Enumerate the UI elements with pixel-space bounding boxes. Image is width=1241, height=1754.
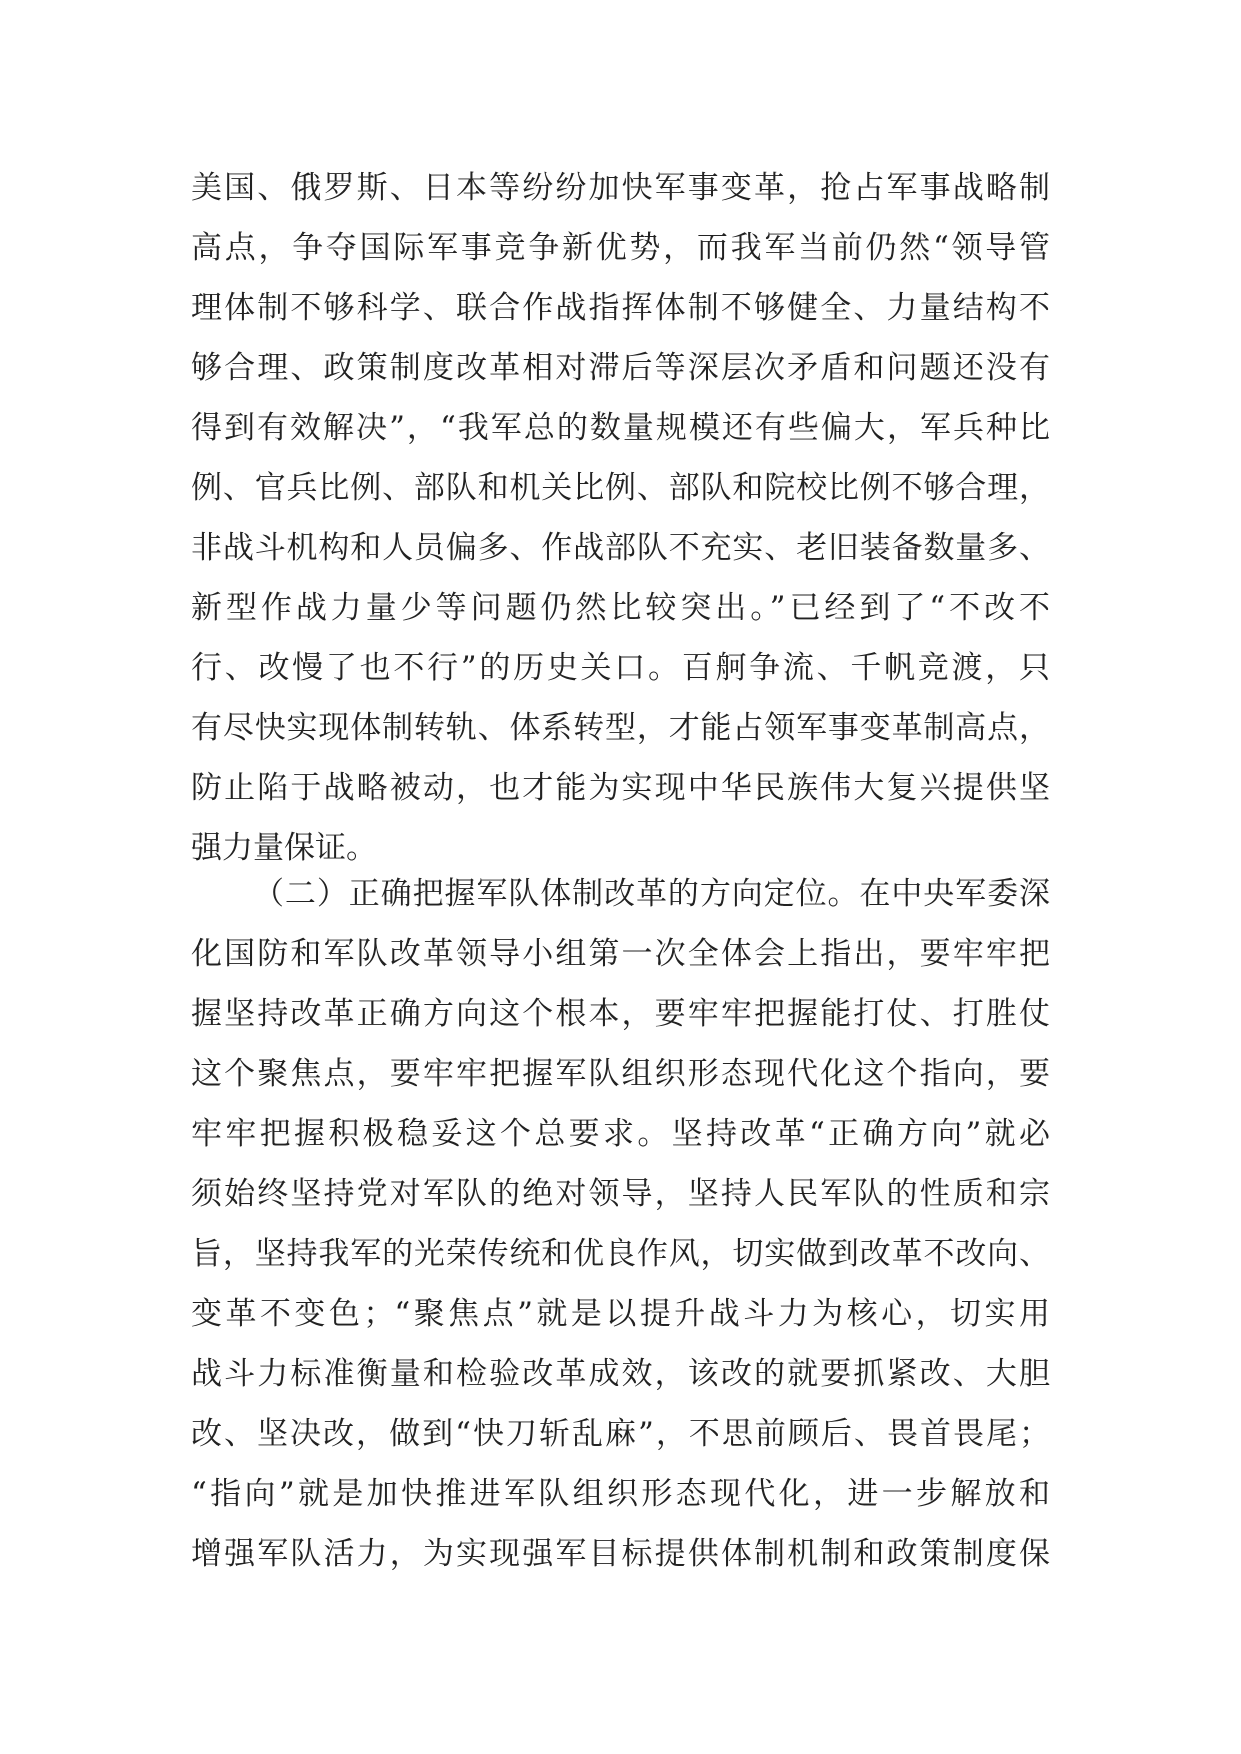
paragraph-2-line: （二）正确把握军队体制改革的方向定位。在中央军委深 [253, 876, 1050, 912]
paragraph-2 [191, 864, 1050, 1584]
paragraph-2-line: 握坚持改革正确方向这个根本，要牢牢把握能打仗、打胜仗 [191, 996, 1050, 1032]
paragraph-1-line: 理体制不够科学、联合作战指挥体制不够健全、力量结构不 [191, 290, 1050, 326]
paragraph-1-line: 有尽快实现体制转轨、体系转型，才能占领军事变革制高点， [191, 710, 1050, 746]
paragraph-1-line: 够合理、政策制度改革相对滞后等深层次矛盾和问题还没有 [191, 350, 1050, 386]
paragraph-2-line: 变革不变色；“聚焦点”就是以提升战斗力为核心，切实用 [191, 1296, 1050, 1332]
paragraph-1-line: 得到有效解决”，“我军总的数量规模还有些偏大，军兵种比 [191, 410, 1050, 446]
paragraph-2-line: 旨，坚持我军的光荣传统和优良作风，切实做到改革不改向、 [191, 1236, 1050, 1272]
paragraph-1 [191, 158, 1050, 878]
paragraph-2-line: 化国防和军队改革领导小组第一次全体会上指出，要牢牢把 [191, 936, 1050, 972]
paragraph-2-line: “指向”就是加快推进军队组织形态现代化，进一步解放和 [191, 1476, 1050, 1512]
paragraph-1-line: 美国、俄罗斯、日本等纷纷加快军事变革，抢占军事战略制 [191, 170, 1050, 206]
paragraph-1-line: 新型作战力量少等问题仍然比较突出。”已经到了“不改不 [191, 590, 1050, 626]
paragraph-2-line: 须始终坚持党对军队的绝对领导，坚持人民军队的性质和宗 [191, 1176, 1050, 1212]
paragraph-1-line: 防止陷于战略被动，也才能为实现中华民族伟大复兴提供坚 [191, 770, 1050, 806]
paragraph-2-line: 这个聚焦点，要牢牢把握军队组织形态现代化这个指向，要 [191, 1056, 1050, 1092]
paragraph-2-line: 战斗力标准衡量和检验改革成效，该改的就要抓紧改、大胆 [191, 1356, 1050, 1392]
paragraph-1-line: 行、改慢了也不行”的历史关口。百舸争流、千帆竞渡，只 [191, 650, 1050, 686]
paragraph-1-line: 高点，争夺国际军事竞争新优势，而我军当前仍然“领导管 [191, 230, 1050, 266]
paragraph-2-line: 改、坚决改，做到“快刀斩乱麻”，不思前顾后、畏首畏尾； [191, 1416, 1050, 1452]
paragraph-1-line: 强力量保证。 [191, 830, 377, 866]
paragraph-2-line: 牢牢把握积极稳妥这个总要求。坚持改革“正确方向”就必 [191, 1116, 1050, 1152]
paragraph-2-line: 增强军队活力，为实现强军目标提供体制机制和政策制度保 [191, 1536, 1050, 1572]
paragraph-1-line: 非战斗机构和人员偏多、作战部队不充实、老旧装备数量多、 [191, 530, 1050, 566]
paragraph-1-line: 例、官兵比例、部队和机关比例、部队和院校比例不够合理， [191, 470, 1050, 506]
